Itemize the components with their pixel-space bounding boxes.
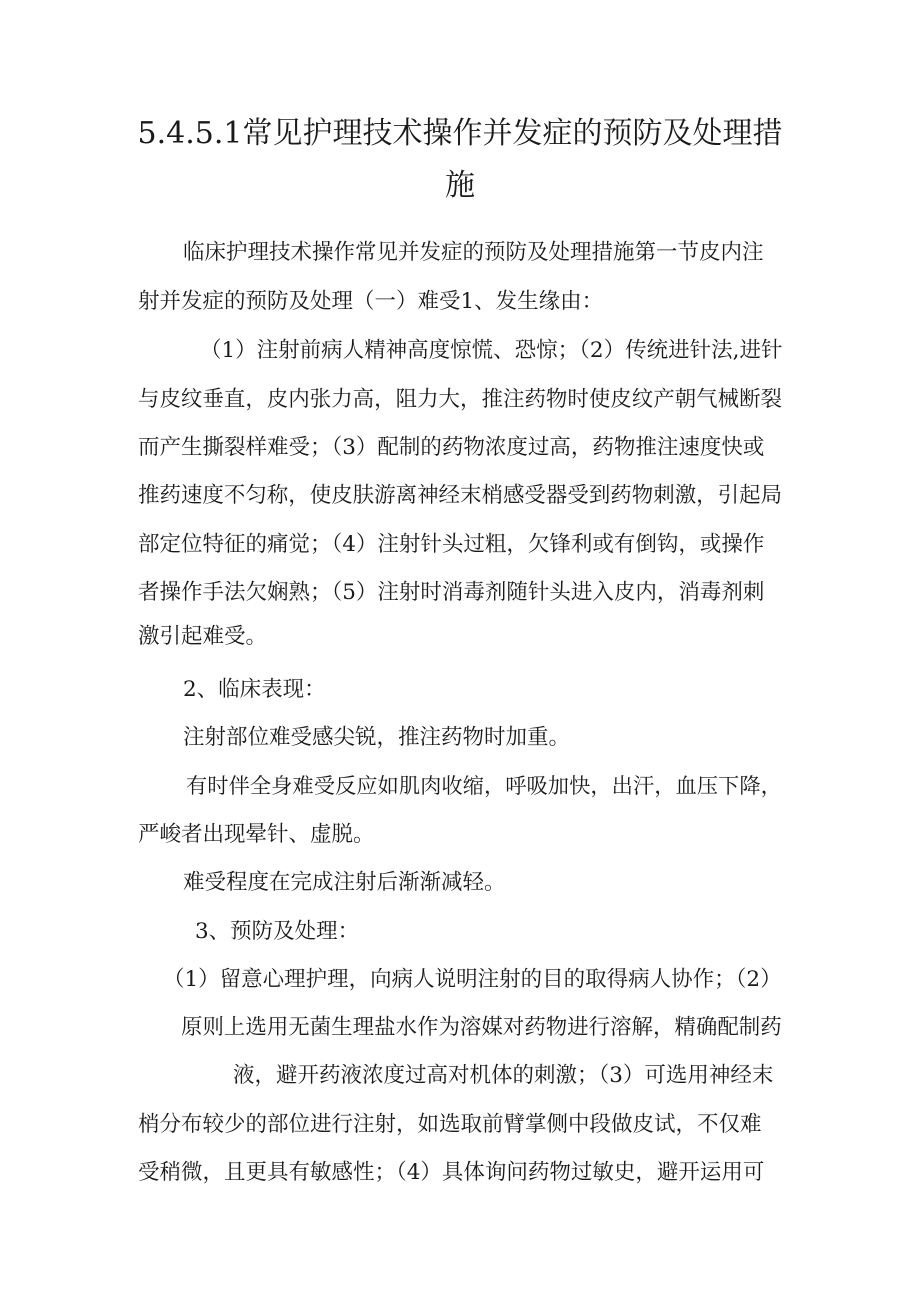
paragraph-line: 部定位特征的痛觉；（4）注射针头过粗，欠锋利或有倒钩，或操作 <box>138 532 765 557</box>
paragraph-line: 难受程度在完成注射后渐渐减轻。 <box>183 870 506 895</box>
paragraph-line: 原则上选用无菌生理盐水作为溶媒对药物进行溶解，精确配制药 <box>181 1015 782 1040</box>
paragraph-line: 梢分布较少的部位进行注射，如选取前臂掌侧中段做皮试，不仅难 <box>138 1112 762 1137</box>
paragraph-line: 与皮纹垂直，皮内张力高，阻力大，推注药物时使皮纹产朝气械断裂 <box>138 387 783 412</box>
paragraph-line: 临床护理技术操作常见并发症的预防及处理措施第一节皮内注 <box>183 240 764 265</box>
paragraph-line: 严峻者出现晕针、虚脱。 <box>138 822 375 847</box>
paragraph-line: 注射部位难受感尖锐，推注药物时加重。 <box>183 725 571 750</box>
paragraph-line: 者操作手法欠娴熟；（5）注射时消毒剂随针头进入皮内，消毒剂刺 <box>138 580 765 605</box>
paragraph-line: 射并发症的预防及处理（一）难受1、发生缘由： <box>138 289 604 314</box>
paragraph-line: 2、临床表现： <box>183 677 326 702</box>
paragraph-line: 激引起难受。 <box>138 624 268 649</box>
paragraph-line: （1）注射前病人精神高度惊慌、恐惊；（2）传统进针法,进针 <box>200 338 783 363</box>
document-title-line-2: 施 <box>445 168 475 203</box>
document-title-line-1: 5.4.5.1常见护理技术操作并发症的预防及处理措 <box>137 116 783 151</box>
paragraph-line: 有时伴全身难受反应如肌肉收缩，呼吸加快，出汗，血压下降， <box>186 774 782 799</box>
paragraph-line: 推药速度不匀称，使皮肤游离神经末梢感受器受到药物刺激，引起局 <box>138 483 783 508</box>
paragraph-line: （1）留意心理护理，向病人说明注射的目的取得病人协作；（2） <box>163 967 782 992</box>
paragraph-line: 受稍微，且更具有敏感性；（4）具体询问药物过敏史，避开运用可 <box>138 1160 765 1185</box>
paragraph-line: 液，避开药液浓度过高对机体的刺激；（3）可选用神经末 <box>233 1063 774 1088</box>
paragraph-line: 3、预防及处理： <box>195 919 360 944</box>
paragraph-line: 而产生撕裂样难受；（3）配制的药物浓度过高，药物推注速度快或 <box>138 435 765 460</box>
